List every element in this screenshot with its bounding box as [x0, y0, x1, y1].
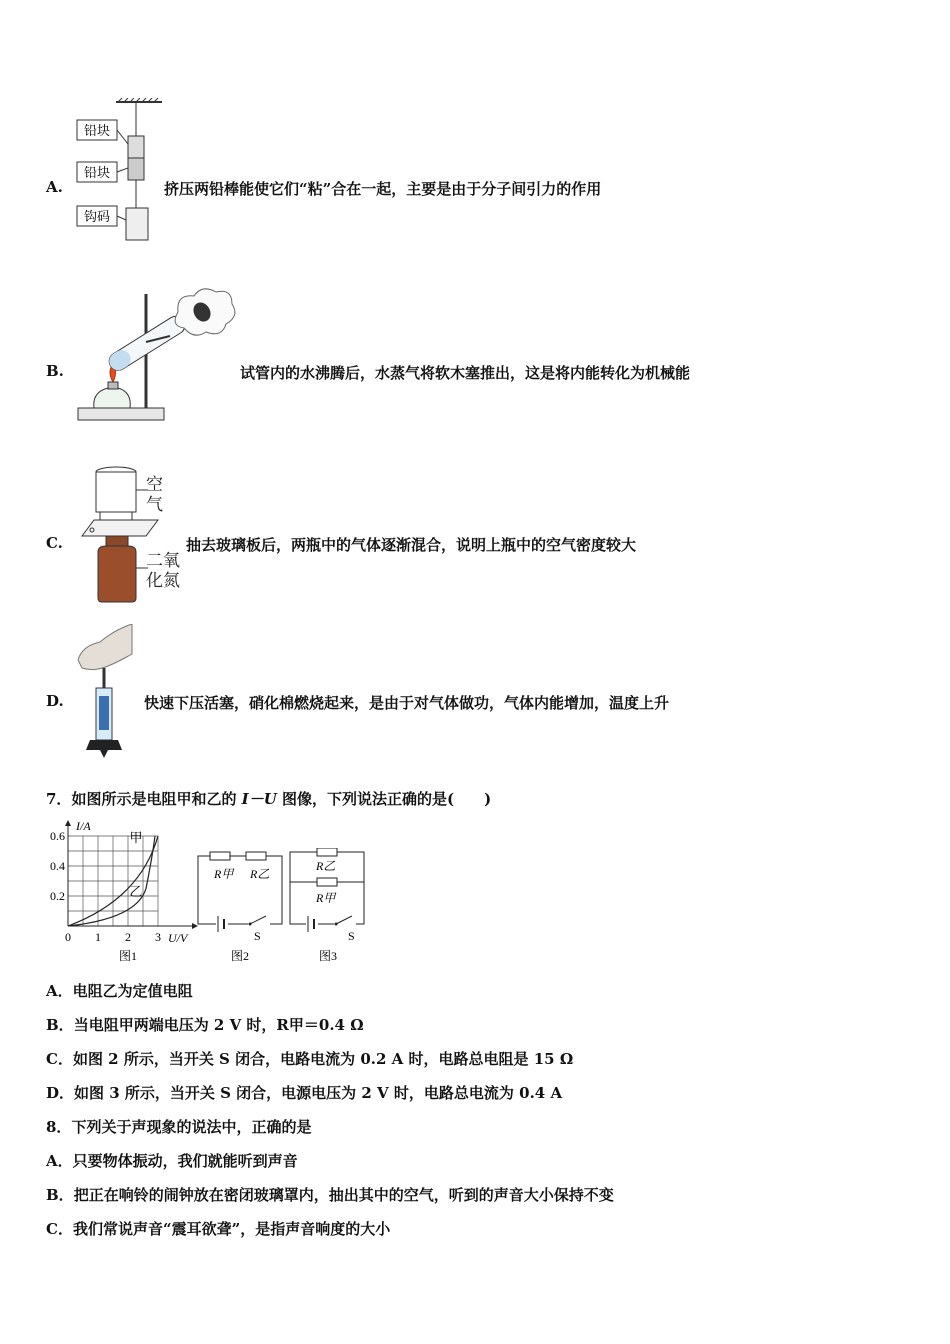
label-lead-1: 铅块: [83, 123, 111, 138]
label-no2-1: 二氧: [146, 551, 180, 570]
resistor-yi-parallel: [317, 848, 337, 856]
series-circuit-figure: [194, 848, 286, 964]
r-yi-label-fig3: R乙: [316, 859, 336, 873]
x-axis-label: U/V: [168, 931, 188, 945]
y-tick-label: 0.6: [50, 829, 65, 843]
q8-option-a: A．只要物体振动，我们就能听到声音: [46, 1152, 298, 1170]
question-8-stem: 8．下列关于声现象的说法中，正确的是: [46, 1118, 312, 1136]
gas-diffusion-figure: [80, 464, 190, 606]
q8-option-c: C．我们常说声音“震耳欲聋”，是指声音响度的大小: [46, 1220, 391, 1238]
r-jia-label: R甲: [214, 867, 234, 881]
x-tick-label: 2: [125, 930, 131, 944]
q7-option-d: D．如图 3 所示，当开关 S 闭合，电源电压为 2 V 时，电路总电流为 0.4 A: [46, 1084, 563, 1102]
x-tick-label: 0: [65, 930, 71, 944]
q8-option-b: B．把正在响铃的闹钟放在密闭玻璃罩内，抽出其中的空气，听到的声音大小保持不变: [46, 1186, 614, 1204]
r-yi-label: R乙: [250, 867, 270, 881]
chart-grid: [68, 836, 158, 926]
y-axis-label: I/A: [76, 819, 91, 833]
option-d-text: 快速下压活塞，硝化棉燃烧起来，是由于对气体做功，气体内能增加，温度上升: [144, 694, 670, 712]
y-axis-arrow: [65, 820, 71, 826]
option-c-letter: C.: [46, 534, 63, 552]
fig1-caption: 图1: [118, 949, 138, 963]
option-a-text: 挤压两铅棒能使它们“粘”合在一起，主要是由于分子间引力的作用: [164, 180, 602, 198]
question-7-text-after: 图像，下列说法正确的是( ): [276, 790, 492, 808]
label-air-1: 空: [146, 475, 163, 494]
option-b-text: 试管内的水沸腾后，水蒸气将软木塞推出，这是将内能转化为机械能: [240, 364, 691, 382]
question-7-stem: [46, 788, 491, 809]
x-tick-label: 3: [155, 930, 161, 944]
option-d-letter: D.: [46, 692, 64, 710]
x-tick-label: 1: [95, 930, 101, 944]
switch-label-fig3: S: [348, 929, 355, 943]
label-lead-2: 铅块: [83, 165, 111, 180]
parallel-circuit-figure: [286, 848, 370, 964]
q7-option-c: C．如图 2 所示，当开关 S 闭合，电路电流为 0.2 A 时，电路总电阻是 15 Ω: [46, 1050, 574, 1068]
q7-option-b: B．当电阻甲两端电压为 2 V 时，R甲＝0.4 Ω: [46, 1016, 364, 1034]
iu-chart: [40, 818, 200, 966]
y-tick-label: 0.2: [50, 889, 65, 903]
fig3-caption: 图3: [318, 949, 338, 963]
resistor-jia-parallel: [317, 878, 337, 886]
y-tick-label: 0.4: [50, 859, 65, 873]
switch-label-fig2: S: [254, 929, 261, 943]
label-no2-2: 化氮: [146, 571, 180, 590]
test-tube-steam-figure: [74, 284, 239, 426]
fig2-caption: 图2: [230, 949, 250, 963]
r-jia-label-fig3: R甲: [316, 891, 336, 905]
piston-fire-syringe-figure: [74, 624, 136, 762]
lead-blocks-figure: [70, 98, 170, 246]
series-jia-label: 甲: [129, 830, 143, 845]
label-air-2: 气: [146, 495, 163, 514]
option-a-letter: A.: [46, 178, 63, 196]
option-c-text: 抽去玻璃板后，两瓶中的气体逐渐混合，说明上瓶中的空气密度较大: [186, 536, 637, 554]
question-7-variable: I－U: [241, 790, 277, 808]
series-yi-label: 乙: [129, 884, 143, 899]
question-7-text-before: 如图所示是电阻甲和乙的: [71, 790, 242, 808]
q7-option-a: A．电阻乙为定值电阻: [46, 982, 193, 1000]
option-b-letter: B.: [46, 362, 64, 380]
resistor-yi: [246, 852, 266, 860]
question-7-number: 7．: [46, 790, 72, 808]
resistor-jia: [210, 852, 230, 860]
label-hook-weight: 钩码: [83, 209, 111, 224]
